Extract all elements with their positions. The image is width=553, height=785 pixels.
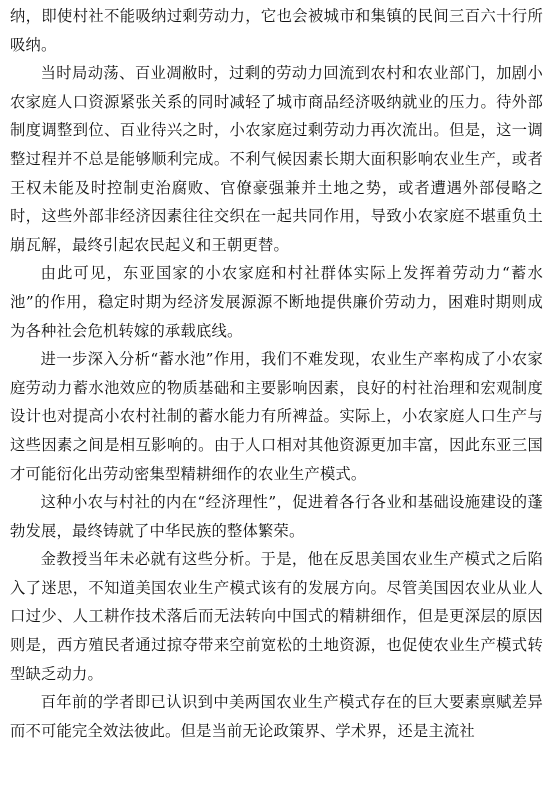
paragraph-truncated: 百年前的学者即已认识到中美两国农业生产模式存在的巨大要素禀赋差异而不可能完全效法彼此。但是当前无论政策界、学术界，还是主流社 — [10, 693, 543, 740]
paragraph-continuation: 纳，即使村社不能吸纳过剩劳动力，它也会被城市和集镇的民间三百六十行所吸纳。 — [10, 7, 543, 54]
paragraph: 由此可见，东亚国家的小农家庭和村社群体实际上发挥着劳动力“蓄水池”的作用，稳定时期为经济发展源源不断地提供廉价劳动力，困难时期则成为各种社会危机转嫁的承载底线。 — [10, 264, 543, 340]
paragraph: 进一步深入分析“蓄水池”作用，我们不难发现，农业生产率构成了小农家庭劳动力蓄水池效应的物质基础和主要影响因素，良好的村社治理和宏观制度设计也对提高小农村社制的蓄水能力有所裨益。实际上，小农家庭人口生产与这些因素之间是相互影响的。由于人口相对其他资源更加丰富，因此东亚三国才可能衍化出劳动密集型精耕细作的农业生产模式。 — [10, 350, 543, 483]
paragraph: 金教授当年未必就有这些分析。于是，他在反思美国农业生产模式之后陷入了迷思，不知道美国农业生产模式该有的发展方向。尽管美国因农业从业人口过少、人工耕作技术落后而无法转向中国式的精耕细作，但是更深层的原因则是，西方殖民者通过掠夺带来空前宽松的土地资源，也促使农业生产模式转型缺乏动力。 — [10, 550, 543, 683]
paragraph: 这种小农与村社的内在“经济理性”，促进着各行各业和基础设施建设的蓬勃发展，最终铸就了中华民族的整体繁荣。 — [10, 493, 543, 540]
paragraph: 当时局动荡、百业凋敝时，过剩的劳动力回流到农村和农业部门，加剧小农家庭人口资源紧张关系的同时减轻了城市商品经济吸纳就业的压力。待外部制度调整到位、百业待兴之时，小农家庭过剩劳动力再次流出。但是，这一调整过程并不总是能够顺利完成。不利气候因素长期大面积影响农业生产，或者王权未能及时控制吏治腐败、官僚豪强兼并土地之势，或者遭遇外部侵略之时，这些外部非经济因素往往交织在一起共同作用，导致小农家庭不堪重负土崩瓦解，最终引起农民起义和王朝更替。 — [10, 64, 543, 254]
